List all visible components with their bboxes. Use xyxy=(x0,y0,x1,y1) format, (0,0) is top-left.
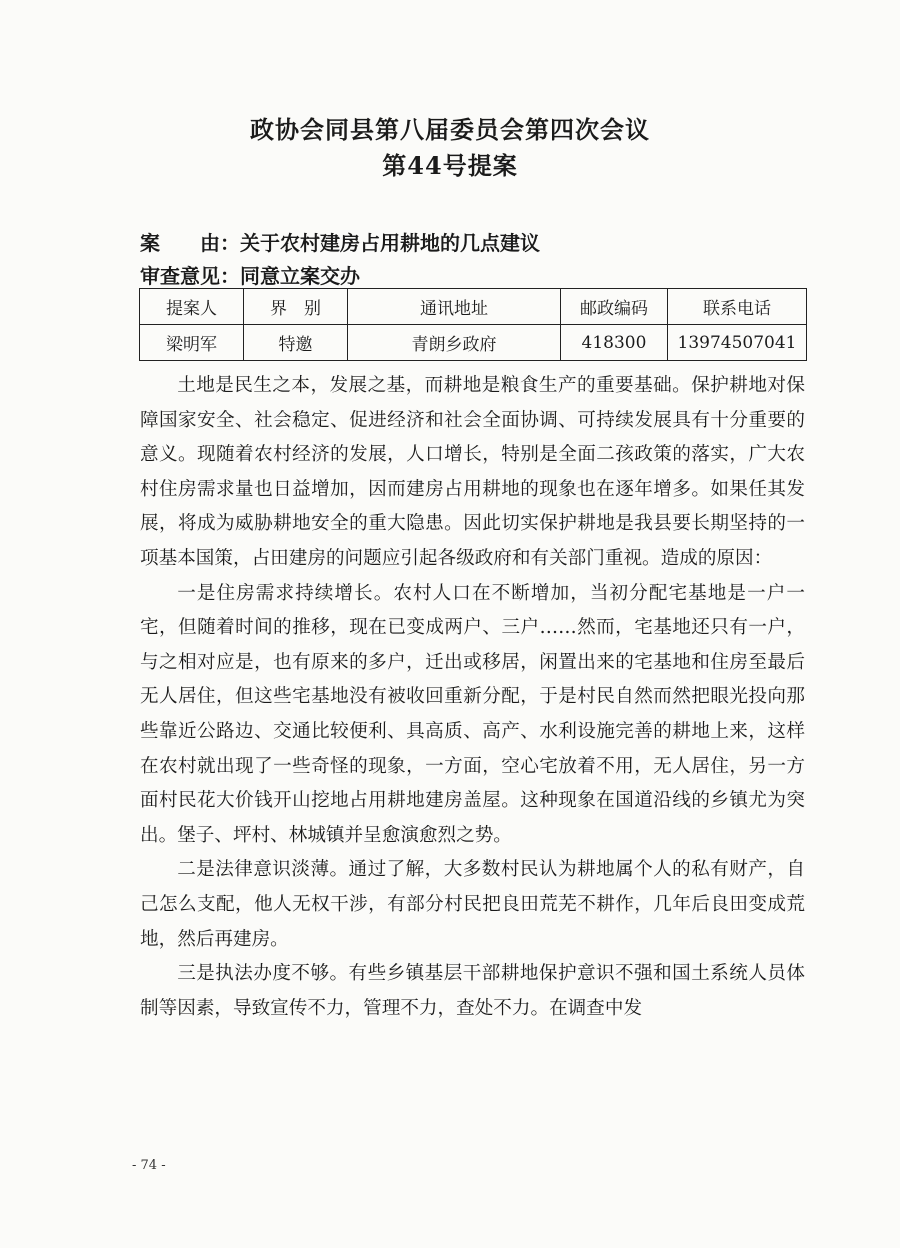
body-paragraph: 土地是民生之本，发展之基，而耕地是粮食生产的重要基础。保护耕地对保障国家安全、社会稳定、促进经济和社会全面协调、可持续发展具有十分重要的意义。现随着农村经济的发展，人口增长，特别是全面二孩政策的落实，广大农村住房需求量也日益增加，因而建房占用耕地的现象也在逐年增多。如果任其发展，将成为威胁耕地安全的重大隐患。因此切实保护耕地是我县要长期坚持的一项基本国策，占田建房的问题应引起各级政府和有关部门重视。造成的原因： xyxy=(140,375,805,569)
body-paragraph: 三是执法办度不够。有些乡镇基层干部耕地保护意识不强和国土系统人员体制等因素，导致宣传不力，管理不力，查处不力。在调查中发 xyxy=(140,963,805,1019)
proposal-number: 第44号提案 xyxy=(382,151,518,180)
proposal-reason xyxy=(140,227,820,256)
table-row xyxy=(140,325,807,361)
header-phone: 联系电话 xyxy=(668,289,807,325)
reason-value: 关于农村建房占用耕地的几点建议 xyxy=(240,231,540,255)
cell-postcode: 418300 xyxy=(561,325,668,361)
header-proposer: 提案人 xyxy=(140,289,244,325)
document-title: 政协会同县第八届委员会第四次会议 xyxy=(250,115,650,144)
body-paragraph: 二是法律意识淡薄。通过了解，大多数村民认为耕地属个人的私有财产，自己怎么支配，他人无权干涉，有部分村民把良田荒芜不耕作，几年后良田变成荒地，然后再建房。 xyxy=(140,859,805,950)
reason-colon: ： xyxy=(220,231,240,255)
header-sector: 界 别 xyxy=(244,289,348,325)
cell-sector: 特邀 xyxy=(244,325,348,361)
proposal-body xyxy=(140,369,805,1026)
cell-address: 青朗乡政府 xyxy=(348,325,561,361)
page-number: - 74 - xyxy=(132,1158,166,1173)
cell-phone: 13974507041 xyxy=(668,325,807,361)
review-label: 审查意见： xyxy=(140,264,240,288)
review-opinion xyxy=(140,260,820,289)
header-postcode: 邮政编码 xyxy=(561,289,668,325)
table-header-row xyxy=(140,289,807,325)
reason-label-char1: 案 xyxy=(140,231,160,255)
header-address: 通讯地址 xyxy=(348,289,561,325)
review-value: 同意立案交办 xyxy=(240,264,360,288)
body-paragraph: 一是住房需求持续增长。农村人口在不断增加，当初分配宅基地是一户一宅，但随着时间的推移，现在已变成两户、三户……然而，宅基地还只有一户，与之相对应是，也有原来的多户，迁出或移居，闲置出来的宅基地和住房至最后无人居住，但这些宅基地没有被收回重新分配，于是村民自然而然把眼光投向那些靠近公路边、交通比较便利、具高质、高产、水利设施完善的耕地上来，这样在农村就出现了一些奇怪的现象，一方面，空心宅放着不用，无人居住，另一方面村民花大价钱开山挖地占用耕地建房盖屋。这种现象在国道沿线的乡镇尤为突出。堡子、坪村、林城镇并呈愈演愈烈之势。 xyxy=(140,582,805,846)
reason-label-char2: 由 xyxy=(200,231,220,255)
cell-proposer: 梁明军 xyxy=(140,325,244,361)
proposer-info-table xyxy=(139,288,807,361)
